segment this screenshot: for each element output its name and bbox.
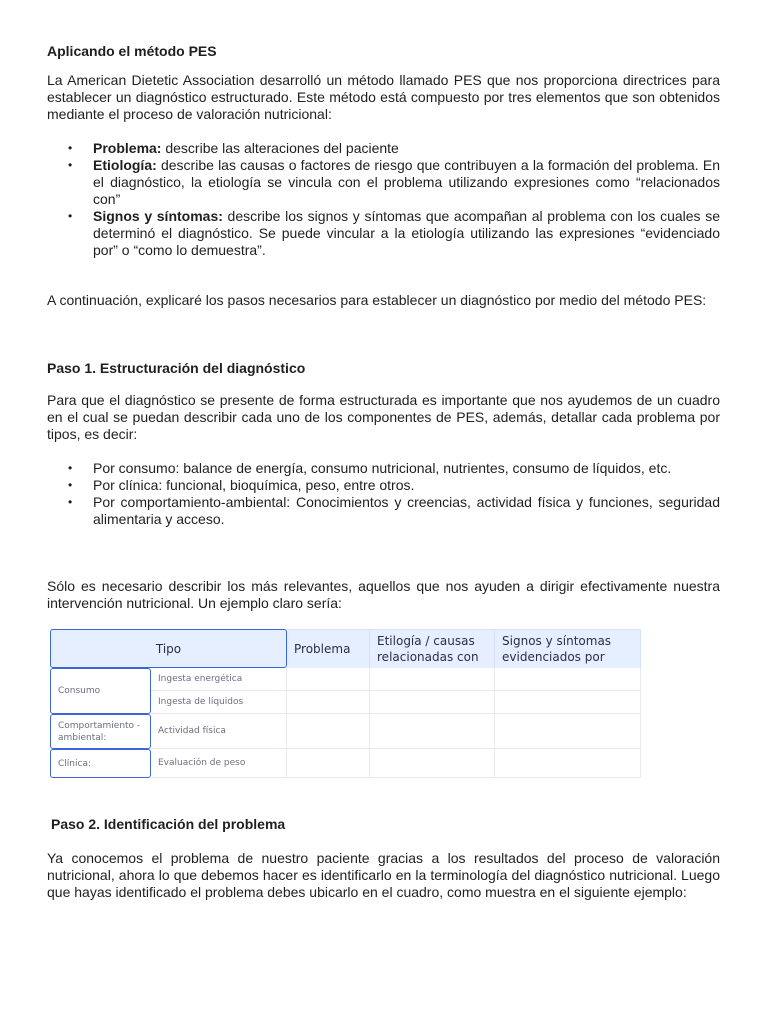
list-item: • Etiología: describe las causas o factores de riesgo que contribuyen a la formación del problema. En el diagnóstico, la etiología se vincula con el problema utilizando expresiones como “relacionados con” bbox=[47, 157, 720, 208]
step2-title: Paso 2. Identificación del problema bbox=[51, 816, 286, 832]
table-cell bbox=[495, 714, 641, 749]
table-cell bbox=[370, 749, 495, 778]
step1-paragraph: Para que el diagnóstico se presente de forma estructurada es importante que nos ayudemos de un cuadro en el cual se puedan describir cada uno de los componentes de PES, además, detallar cada problema por tipos, es decir: bbox=[47, 392, 720, 442]
step1-title: Paso 1. Estructuración del diagnóstico bbox=[47, 360, 306, 376]
section-title-pes: Aplicando el método PES bbox=[47, 43, 217, 59]
row-clinica: Clínica: bbox=[50, 749, 151, 778]
table-cell bbox=[370, 714, 495, 749]
pes-components-list bbox=[47, 140, 720, 259]
header-signos: Signos y síntomas evidenciados por bbox=[495, 629, 641, 668]
table-cell bbox=[495, 668, 641, 691]
table-cell bbox=[495, 749, 641, 778]
step1-note-paragraph: Sólo es necesario describir los más relevantes, aquellos que nos ayuden a dirigir efectivamente nuestra intervención nutricional. Un ejemplo claro sería: bbox=[47, 578, 720, 611]
table-cell bbox=[287, 668, 370, 691]
list-item: • Por clínica: funcional, bioquímica, peso, entre otros. bbox=[47, 477, 720, 494]
row-consumo: Consumo bbox=[50, 668, 151, 714]
table-cell bbox=[287, 714, 370, 749]
row-consumo-ingesta-liquidos: Ingesta de líquidos bbox=[151, 691, 287, 714]
header-etiologia: Etilogía / causas relacionadas con bbox=[370, 629, 495, 668]
table-cell bbox=[370, 691, 495, 714]
pes-example-table bbox=[50, 629, 641, 778]
row-clinica-evaluacion: Evaluación de peso bbox=[151, 749, 287, 778]
header-tipo: Tipo bbox=[50, 629, 287, 668]
row-comportamiento-actividad: Actividad física bbox=[151, 714, 287, 749]
table-cell bbox=[287, 749, 370, 778]
row-consumo-ingesta-energetica: Ingesta energética bbox=[151, 668, 287, 691]
table-cell bbox=[370, 668, 495, 691]
list-item: • Signos y síntomas: describe los signos y síntomas que acompañan al problema con los cuales se determinó el diagnóstico. Se puede vincular a la etiología utilizando las expresiones “evidenciado por” o “como lo demuestra”. bbox=[47, 208, 720, 259]
list-item: • Por comportamiento-ambiental: Conocimientos y creencias, actividad física y funciones, seguridad alimentaria y acceso. bbox=[47, 494, 720, 528]
step1-types-list bbox=[47, 460, 720, 528]
row-comportamiento: Comportamiento - ambiental: bbox=[50, 714, 151, 749]
list-item: • Problema: describe las alteraciones del paciente bbox=[47, 140, 720, 157]
table-cell bbox=[495, 691, 641, 714]
step2-paragraph: Ya conocemos el problema de nuestro paciente gracias a los resultados del proceso de valoración nutricional, ahora lo que debemos hacer es identificarlo en la terminología del diagnóstico nutricional. Luego que hayas identificado el problema debes ubicarlo en el cuadro, como muestra en el siguiente ejemplo: bbox=[47, 850, 720, 900]
table-cell bbox=[287, 691, 370, 714]
pes-intro-paragraph: La American Dietetic Association desarrolló un método llamado PES que nos proporciona directrices para establecer un diagnóstico estructurado. Este método está compuesto por tres elementos que son obtenidos mediante el proceso de valoración nutricional: bbox=[47, 72, 720, 122]
steps-intro-paragraph: A continuación, explicaré los pasos necesarios para establecer un diagnóstico por medio del método PES: bbox=[47, 292, 707, 308]
header-problema: Problema bbox=[287, 629, 370, 668]
list-item: • Por consumo: balance de energía, consumo nutricional, nutrientes, consumo de líquidos, etc. bbox=[47, 460, 720, 477]
